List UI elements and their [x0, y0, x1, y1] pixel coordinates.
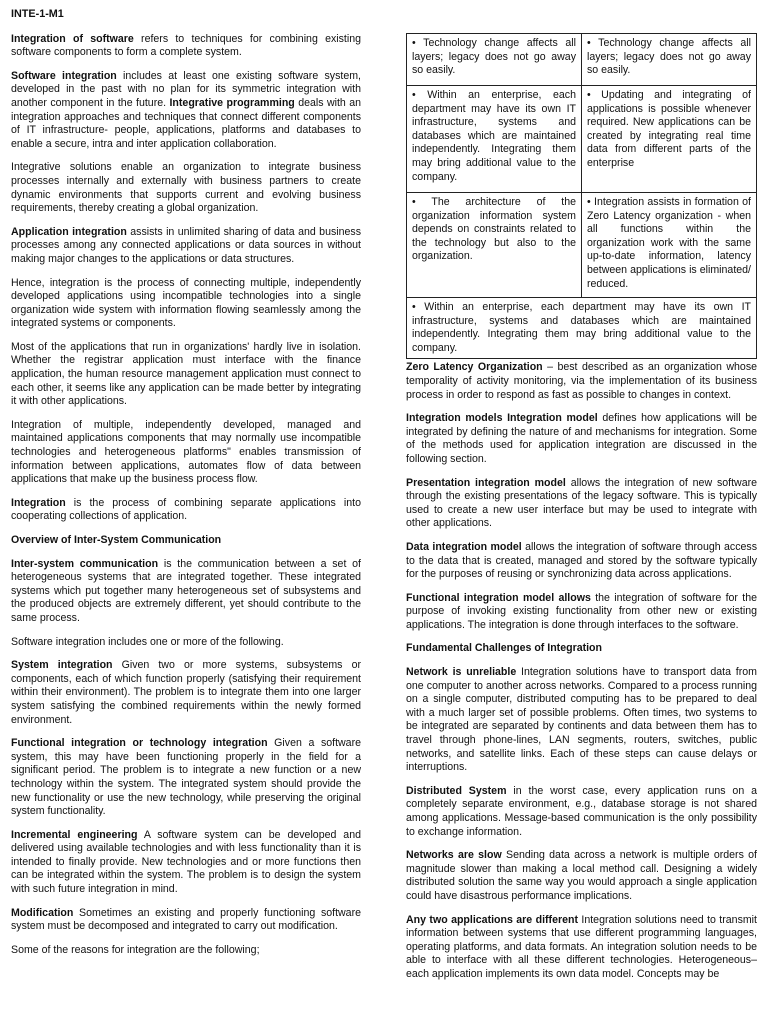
term: Integration — [11, 496, 66, 509]
table-row — [407, 34, 757, 86]
term: Functional integration or technology integration — [11, 737, 268, 750]
term: Functional integration model allows — [406, 591, 591, 604]
table-row — [407, 86, 757, 193]
term: System integration — [11, 659, 113, 672]
paragraph-networks-slow: Networks are slow Sending data across a network is multiple orders of magnitude slower than making a local method call. Designing a widely distributed solution the same way you would approach a single application could have disastrous performance implications. — [406, 849, 757, 902]
paragraph-system-integration: System integration Given two or more systems, subsystems or components, each of which function properly (satisfying their requirement within their environment). The problem is to integrate them into one larger system satisfying the combined requirements within the newly formed environment. — [11, 659, 361, 726]
term: Integrative programming — [169, 96, 295, 109]
section-heading-overview: Overview of Inter-System Communication — [11, 534, 222, 546]
term: Network is unreliable — [406, 666, 517, 679]
reasons-table — [406, 33, 757, 359]
paragraph-distributed-system: Distributed System in the worst case, every application runs on a completely separate environment, e.g., database storage is not shared among applications. Message-based communication is the only possibility to exchange information. — [406, 784, 757, 838]
document-title: INTE-1-M1 — [11, 8, 64, 20]
section-heading-challenges: Fundamental Challenges of Integration — [406, 642, 602, 655]
table-cell: • The architecture of the organization information system depends on constraints related to the technology but also to the organization. — [407, 193, 582, 298]
paragraph-functional-integration: Functional integration or technology integration Given a software system, this may have been functioning properly in the field for a significant period. The problem is to integrate a new function or a new technology within the system. The integrated system should provide the new functionality or use the new technology, while preserving the original system functionality. — [11, 737, 361, 818]
table-cell-full: • Within an enterprise, each department may have its own IT infrastructure, systems and databases which are maintained independently. Integrating them may bring additional value to the company. — [407, 298, 757, 359]
paragraph-integration-definition: Integration is the process of combining separate applications into cooperating collections of application. — [11, 496, 361, 523]
paragraph-zero-latency: Zero Latency Organization – best described as an organization whose temporality of activity monitoring, via the implementation of its business process in order to respond as fast as possible to changes in context. — [406, 361, 758, 401]
table-cell: • Within an enterprise, each department may have its own IT infrastructure, systems and databases which are maintained independently. Integrating them may bring additional value to the company. — [407, 86, 582, 193]
paragraph-data-integration: Data integration model allows the integration of software through access to the data that is created, managed and stored by the software typically for the purposes of reusing or synchronizing data across applications. — [406, 540, 758, 581]
table-cell: • Integration assists in formation of Zero Latency organization - when all functions within the organization work with the same up-to-date information, latency between applications is eliminated/ reduced. — [582, 193, 757, 298]
paragraph-applications-isolation: Most of the applications that run in organizations' hardly live in isolation. Whether the registrar application must interface with the finance application, the human resource management application must connect to each other, it seems like any application can be made better by integrating it with other applications. — [11, 340, 361, 408]
term: Integration models Integration model — [406, 412, 598, 425]
paragraph-application-integration: Application integration assists in unlimited sharing of data and business processes among any connected applications or data sources in without making major changes to the applications or data structures. — [11, 225, 361, 265]
term: Distributed System — [406, 784, 507, 797]
paragraph-software-integration: Software integration includes at least one existing software system, developed in the past with no plan for its symmetric integration with another component in the future. Integrative programming deals with an integration approaches and techniques that connect different components of IT infrastructure- people, applications, platforms and databases to enable a secure, intra and inter application collaboration. — [11, 69, 361, 150]
term: Software integration — [11, 69, 117, 82]
right-column — [406, 33, 757, 982]
term: Incremental engineering — [11, 828, 138, 841]
left-column — [11, 8, 361, 967]
paragraph-applications-different: Any two applications are different Integration solutions need to transmit information between systems that use different programming languages, operating platforms, and data formats. An integration solution needs to be able to interface with all these different technologies. Heterogeneous– each application implements its own data model. Concepts may be — [406, 913, 757, 980]
term: Networks are slow — [406, 849, 502, 862]
paragraph-network-unreliable: Network is unreliable Integration solutions have to transport data from one computer to another across networks. Compared to a process running on a single computer, distributed computing has to be prepared to deal with a much larger set of possible problems. Often times, two systems to be integrated are separated by continents and data between them has to travel through phone-lines, LAN segments, routers, switches, public networks, and satellite links. Each of these steps can cause delays or interruptions. — [406, 666, 757, 774]
paragraph-integration-of-software: Integration of software refers to techniques for combining existing software components to form a complete system. — [11, 32, 361, 59]
term: Application integration — [11, 225, 127, 238]
table-cell: • Updating and integrating of applications is possible whenever required. New applications can be created by integrating real time data from different parts of the enterprise — [582, 86, 757, 193]
table-cell: • Technology change affects all layers; legacy does not go away so easily. — [407, 34, 582, 86]
term: Zero Latency Organization — [406, 361, 543, 374]
term: Modification — [11, 906, 74, 919]
paragraph-hence-integration: Hence, integration is the process of connecting multiple, independently developed applications using incompatible technologies into a single organization wide system with information flowing seamlessly among the integrated systems or components. — [11, 276, 361, 330]
paragraph-presentation-integration: Presentation integration model allows the integration of new software through the existing presentations of the legacy software. This is typically used to create a new user interface but may be used to integrate with other applications. — [406, 476, 758, 530]
paragraph-modification: Modification Sometimes an existing and properly functioning software system must be decomposed and integrated to carry out modification. — [11, 906, 361, 933]
paragraph-incremental-engineering: Incremental engineering A software system can be developed and delivered using available technologies and with less functionality than it is intended to finally provide. New technologies and or more functions then can be integrated within the system. The problem is to design the system with such future integration in mind. — [11, 828, 361, 896]
paragraph-integrative-solutions: Integrative solutions enable an organization to integrate business processes internally and externally with business partners to create dynamic environments that supports current and evolving business requirements, thereby creating a global organization. — [11, 161, 361, 215]
term: Any two applications are different — [406, 913, 578, 926]
paragraph-reasons-for-integration: Some of the reasons for integration are the following; — [11, 943, 260, 956]
term: Integration of software — [11, 32, 134, 45]
table-row — [407, 298, 757, 359]
term: Inter-system communication — [11, 557, 159, 570]
paragraph-integration-models: Integration models Integration model defines how applications will be integrated by defining the nature of and mechanisms for integration. Some of the methods used for application integration are discussed in the following section. — [406, 412, 757, 465]
term: Data integration model — [406, 540, 522, 553]
table-row — [407, 193, 757, 298]
paragraph-functional-integration-model: Functional integration model allows the integration of software for the purpose of invoking existing functionality from other new or existing applications. The integration is done through interfaces to the software. — [406, 591, 757, 631]
paragraph-integration-of-multiple: Integration of multiple, independently developed, managed and maintained applications components that may normally use incompatible technologies and heterogeneous platforms" enables transmission of information between applications, automates flow of data between applications that make up the business process flow. — [11, 418, 361, 486]
paragraph-inter-system-communication: Inter-system communication is the communication between a set of heterogeneous systems that are integrated together. These integrated systems which put together many heterogeneous set of subsystems and the produced objects are extremely different, yet should contribute to the same process. — [11, 557, 361, 624]
paragraph-software-integration-includes: Software integration includes one or more of the following. — [11, 635, 284, 648]
term: Presentation integration model — [406, 476, 566, 489]
table-cell: • Technology change affects all layers; legacy does not go away so easily. — [582, 34, 757, 86]
